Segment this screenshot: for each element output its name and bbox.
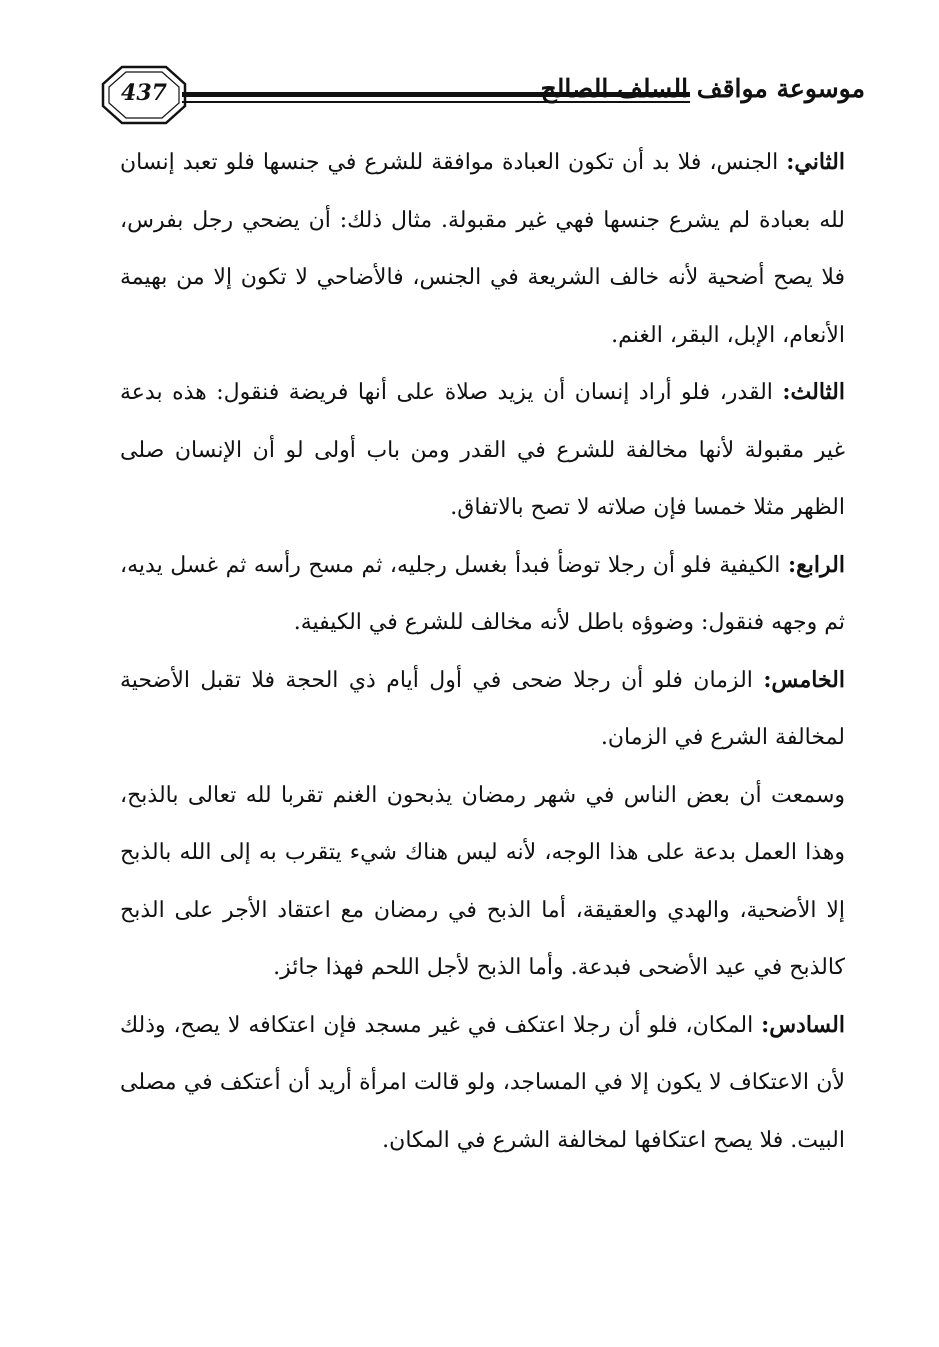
paragraph-fifth	[120, 652, 845, 767]
book-title: موسوعة مواقف السلف الصالح	[540, 74, 865, 103]
page-number-badge	[100, 64, 188, 126]
paragraph-sixth	[120, 997, 845, 1170]
page-number: 437	[121, 80, 167, 106]
paragraph-term: الخامس:	[763, 666, 845, 693]
paragraph-term: الثالث:	[782, 379, 845, 405]
page-body	[120, 134, 845, 1169]
page-header	[100, 64, 865, 126]
paragraph-second	[120, 134, 845, 364]
paragraph-term: الرابع:	[787, 551, 845, 578]
paragraph-third	[120, 364, 845, 537]
paragraph-term: السادس:	[761, 1011, 845, 1038]
paragraph-text: المكان، فلو أن رجلا اعتكف في غير مسجد فإن اعتكافه لا يصح، وذلك لأن الاعتكاف لا يكون إلا في المساجد، ولو قالت امرأة أريد أن أعتكف في مصلى البيت. فلا يصح اعتكافها لمخالفة الشرع في المكان.	[120, 1012, 845, 1153]
paragraph-text: الزمان فلو أن رجلا ضحى في أول أيام ذي الحجة فلا تقبل الأضحية لمخالفة الشرع في الزمان.	[120, 667, 845, 750]
paragraph-text: الجنس، فلا بد أن تكون العبادة موافقة للشرع في جنسها فلو تعبد إنسان لله بعبادة لم يشرع جنسها فهي غير مقبولة. مثال ذلك: أن يضحي رجل بفرس، فلا يصح أضحية لأنه خالف الشريعة في الجنس، فالأضاحي لا تكون إلا من بهيمة الأنعام، الإبل، البقر، الغنم.	[120, 150, 845, 348]
paragraph-fourth	[120, 537, 845, 652]
paragraph-ramadan	[120, 767, 845, 997]
paragraph-text: الكيفية فلو أن رجلا توضأ فبدأ بغسل رجليه، ثم مسح رأسه ثم غسل يديه، ثم وجهه فنقول: وضوؤه باطل لأنه مخالف للشرع في الكيفية.	[120, 552, 845, 635]
paragraph-text: وسمعت أن بعض الناس في شهر رمضان يذبحون الغنم تقربا لله تعالى بالذبح، وهذا العمل بدعة على هذا الوجه، لأنه ليس هناك شيء يتقرب به إلى الله بالذبح إلا الأضحية، والهدي والعقيقة، أما الذبح في رمضان مع اعتقاد الأجر على الذبح كالذبح في عيد الأضحى فبدعة. وأما الذبح لأجل اللحم فهذا جائز.	[120, 782, 845, 980]
paragraph-text: القدر، فلو أراد إنسان أن يزيد صلاة على أنها فريضة فنقول: هذه بدعة غير مقبولة لأنها مخالفة للشرع في القدر ومن باب أولى لو أن الإنسان صلى الظهر مثلا خمسا فإن صلاته لا تصح بالاتفاق.	[120, 380, 845, 520]
paragraph-term: الثاني:	[786, 149, 845, 175]
